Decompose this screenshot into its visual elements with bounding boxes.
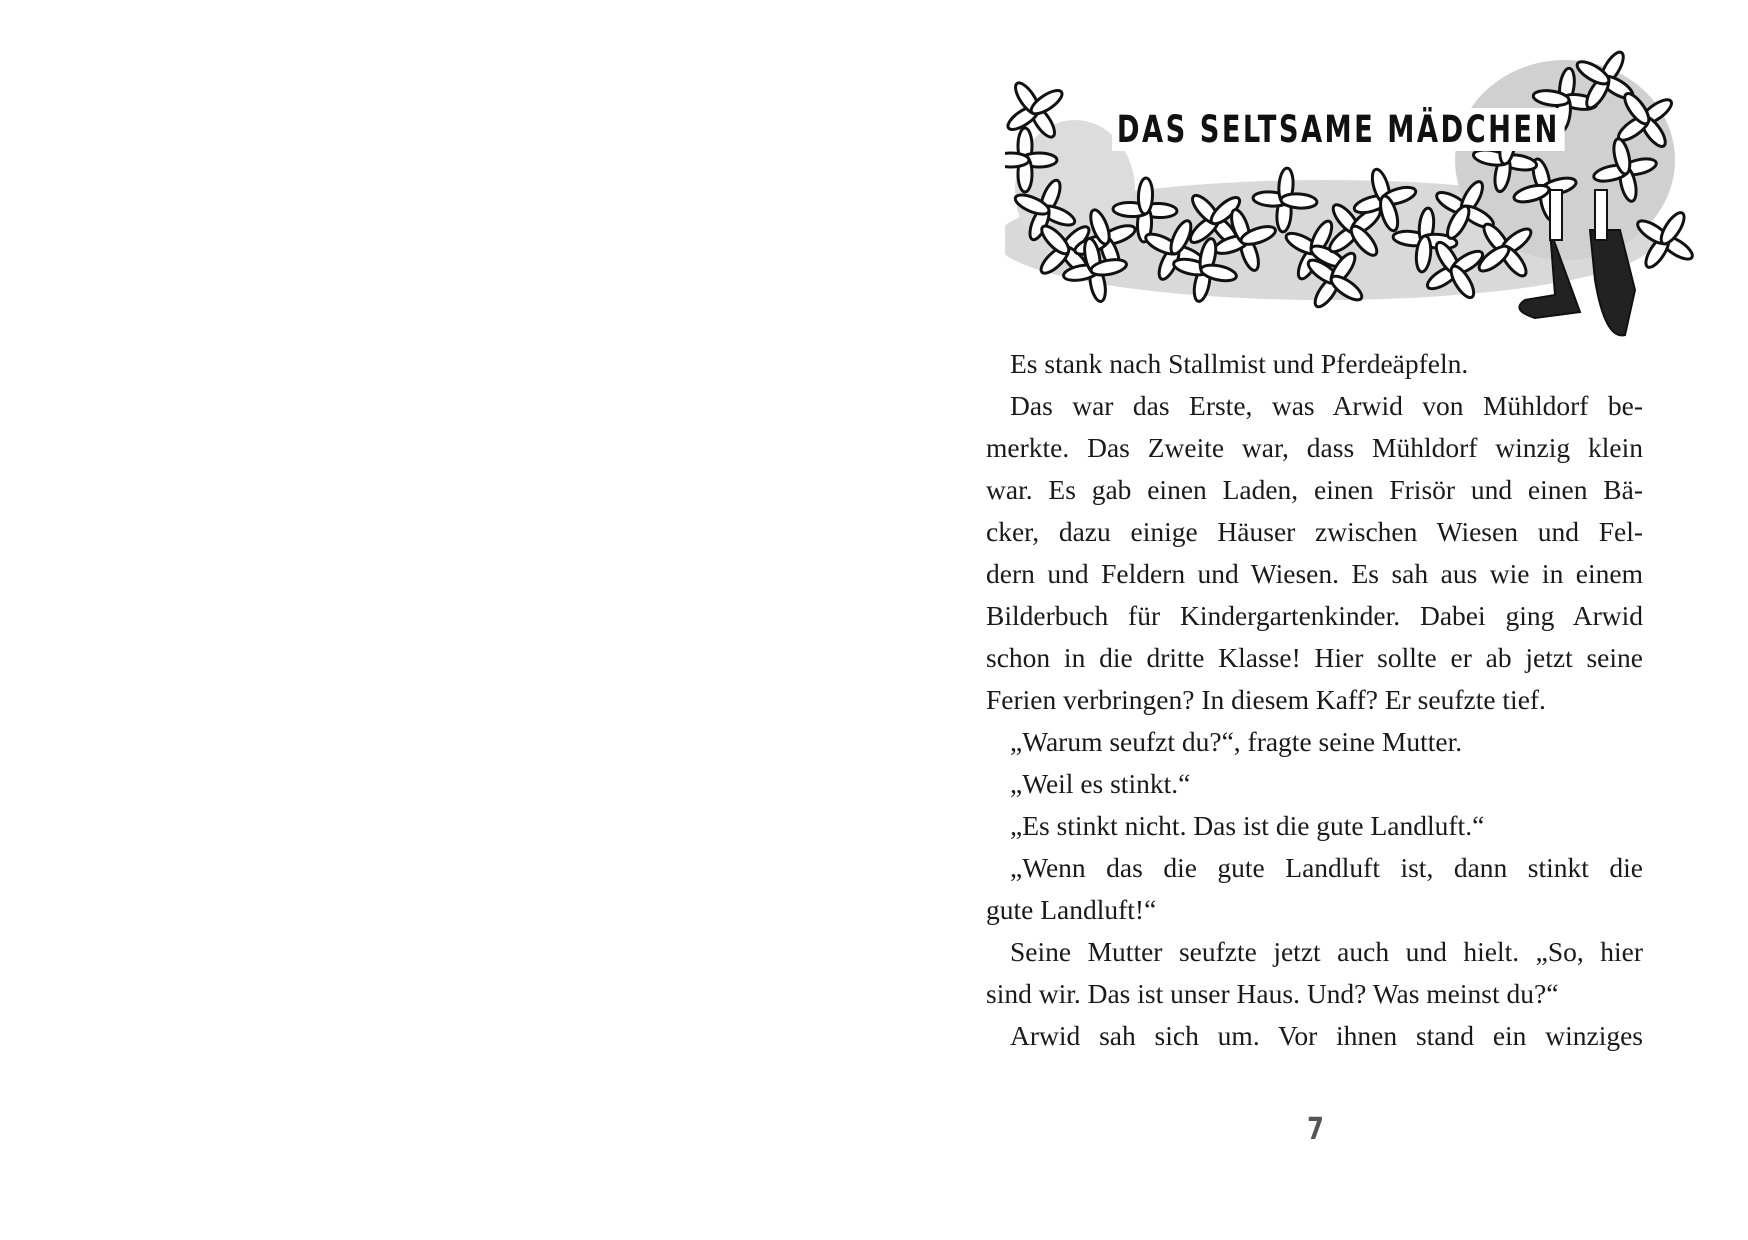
text-line: schon in die dritte Klasse! Hier sollte er ab jetzt seine: [986, 642, 1643, 673]
body-text: [986, 343, 1643, 1057]
leaf-shape: [1005, 153, 1029, 167]
page-number: 7: [1307, 1112, 1324, 1147]
text-line: Seine Mutter seufzte jetzt auch und hielt. „So, hier: [1010, 936, 1643, 967]
text-line: „Es stinkt nicht. Das ist die gute Landluft.“: [1010, 810, 1485, 841]
text-line: „Warum seufzt du?“, fragte seine Mutter.: [1010, 726, 1463, 757]
text-line: gute Landluft!“: [986, 894, 1157, 925]
text-line: Bilderbuch für Kindergartenkinder. Dabei ging Arwid: [986, 600, 1643, 631]
chapter-title: DAS SELTSAME MÄDCHEN: [1112, 108, 1565, 151]
leaf-shape: [1138, 178, 1153, 214]
text-line: merkte. Das Zweite war, dass Mühldorf winzig klein: [986, 432, 1643, 463]
text-line: dern und Feldern und Wiesen. Es sah aus wie in einem: [986, 558, 1643, 589]
text-line: sind wir. Das ist unser Haus. Und? Was meinst du?“: [986, 978, 1559, 1009]
text-line: Arwid sah sich um. Vor ihnen stand ein winziges: [1010, 1020, 1643, 1051]
text-line: „Weil es stinkt.“: [1010, 768, 1191, 799]
text-line: cker, dazu einige Häuser zwischen Wiesen und Fel-: [986, 516, 1643, 547]
text-line: „Wenn das die gute Landluft ist, dann stinkt die: [1010, 852, 1643, 883]
text-line: Das war das Erste, was Arwid von Mühldorf be-: [1010, 390, 1643, 421]
chapter-illustration-bushes-and-feet: [1005, 40, 1715, 340]
text-line: Es stank nach Stallmist und Pferdeäpfeln.: [1010, 348, 1469, 379]
text-line: war. Es gab einen Laden, einen Frisör und einen Bä-: [986, 474, 1643, 505]
text-line: Ferien verbringen? In diesem Kaff? Er seufzte tief.: [986, 684, 1546, 715]
